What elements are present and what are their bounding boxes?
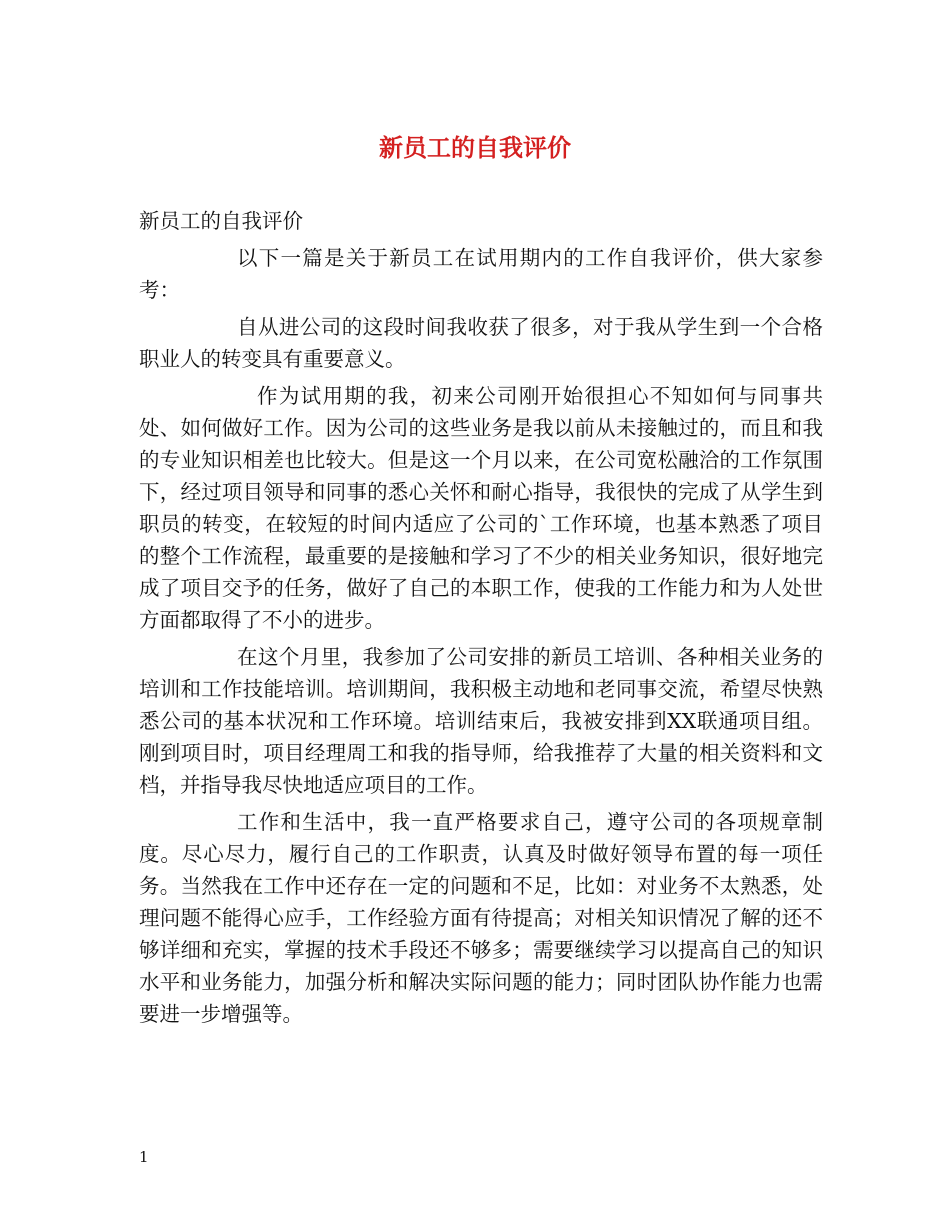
subtitle-line: 新员工的自我评价 bbox=[139, 209, 303, 233]
document-title: 新员工的自我评价 bbox=[379, 133, 571, 162]
paragraph-work-life: 工作和生活中，我一直严格要求自己，遵守公司的各项规章制度。尽心尽力，履行自己的工作职责，认真及时做好领导布置的每一项任务。当然我在工作中还存在一定的问题和不足，比如：对业务不太熟悉，处理问题不能得心应手，工作经验方面有待提高；对相关知识情况了解的还不够详细和充实，掌握的技术手段还不够多；需要继续学习以提高自己的知识水平和业务能力，加强分析和解决实际问题的能力；同时团队协作能力也需要进一步增强等。 bbox=[139, 810, 823, 1026]
paragraph-training: 在这个月里，我参加了公司安排的新员工培训、各种相关业务的培训和工作技能培训。培训期间，我积极主动地和老同事交流，希望尽快熟悉公司的基本状况和工作环境。培训结束后，我被安排到XX联通项目组。刚到项目时，项目经理周工和我的指导师，给我推荐了大量的相关资料和文档，并指导我尽快地适应项目的工作。 bbox=[139, 645, 823, 797]
document-body bbox=[139, 205, 823, 1035]
paragraph-gains: 自从进公司的这段时间我收获了很多，对于我从学生到一个合格职业人的转变具有重要意义。 bbox=[139, 315, 823, 371]
paragraph-intro: 以下一篇是关于新员工在试用期内的工作自我评价，供大家参考： bbox=[139, 246, 823, 302]
page-number: 1 bbox=[139, 1148, 149, 1166]
paragraph-probation: 作为试用期的我，初来公司刚开始很担心不知如何与同事共处、如何做好工作。因为公司的这些业务是我以前从未接触过的，而且和我的专业知识相差也比较大。但是这一个月以来，在公司宽松融洽的工作氛围下，经过项目领导和同事的悉心关怀和耐心指导，我很快的完成了从学生到职员的转变，在较短的时间内适应了公司的`工作环境，也基本熟悉了项目的整个工作流程，最重要的是接触和学习了不少的相关业务知识，很好地完成了项目交予的任务，做好了自己的本职工作，使我的工作能力和为人处世方面都取得了不小的进步。 bbox=[139, 384, 823, 632]
